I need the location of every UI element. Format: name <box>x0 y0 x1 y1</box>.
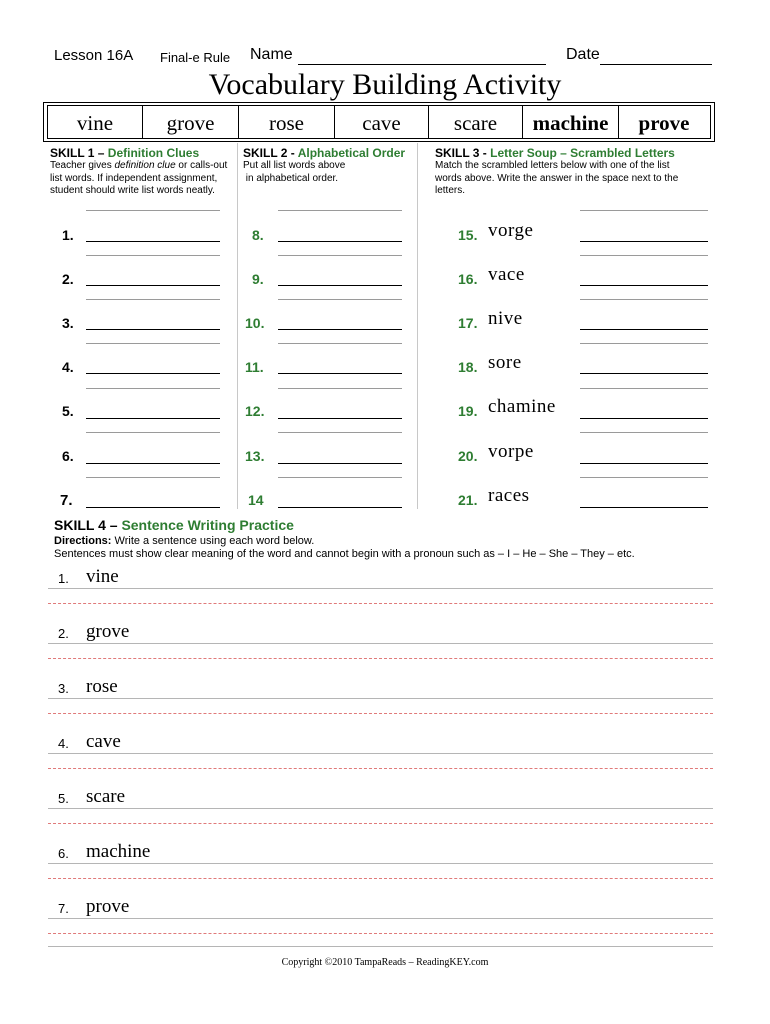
guide-line <box>86 477 220 478</box>
answer-line[interactable] <box>86 418 220 419</box>
item-number: 7. <box>60 492 73 509</box>
guide-line <box>580 255 708 256</box>
item-number: 6. <box>62 448 74 464</box>
sentence-word: rose <box>86 676 118 697</box>
guide-line <box>580 343 708 344</box>
name-field[interactable] <box>298 64 546 65</box>
skill3-desc-line2: words above. Write the answer in the space next to the <box>435 172 679 184</box>
guide-line <box>580 210 708 211</box>
guide-line <box>86 210 220 211</box>
answer-line[interactable] <box>580 285 708 286</box>
writing-midline <box>48 603 713 604</box>
guide-line <box>86 343 220 344</box>
sentence-word: cave <box>86 731 121 752</box>
sentence-number: 7. <box>58 901 69 916</box>
answer-line[interactable] <box>278 241 402 242</box>
word-cave: cave <box>362 110 401 135</box>
directions-text: Write a sentence using each word below. <box>111 535 315 547</box>
answer-line[interactable] <box>86 285 220 286</box>
copyright-footer: Copyright ©2010 TampaReads – ReadingKEY.com <box>281 957 489 968</box>
skill4-prefix: SKILL 4 – <box>54 517 122 533</box>
word-vine: vine <box>76 110 114 135</box>
writing-line[interactable] <box>48 808 713 809</box>
answer-line[interactable] <box>580 329 708 330</box>
item-number: 14 <box>248 492 264 508</box>
writing-midline <box>48 823 713 824</box>
skill3-title: Letter Soup – Scrambled Letters <box>490 146 675 160</box>
skill3-desc-line3: letters. <box>435 185 466 196</box>
skill1-description <box>50 160 227 198</box>
writing-line[interactable] <box>48 698 713 699</box>
sentence-word: machine <box>86 841 151 862</box>
guide-line <box>278 299 402 300</box>
item-number: 2. <box>62 271 74 287</box>
answer-line[interactable] <box>86 463 220 464</box>
sentence-word: prove <box>86 896 130 917</box>
word-scare: scare <box>453 110 498 135</box>
guide-line <box>86 299 220 300</box>
answer-line[interactable] <box>580 241 708 242</box>
item-number: 4. <box>62 359 74 375</box>
answer-line[interactable] <box>278 285 402 286</box>
column-divider <box>417 143 418 509</box>
answer-line[interactable] <box>278 373 402 374</box>
writing-midline <box>48 768 713 769</box>
skill3-prefix: SKILL 3 - <box>435 146 491 160</box>
column-divider <box>237 143 238 509</box>
skill3-heading <box>435 146 675 160</box>
sentence-word: grove <box>86 621 130 642</box>
sentence-number: 4. <box>58 736 69 751</box>
item-number: 8. <box>252 227 264 243</box>
skill1-prefix: SKILL 1 – <box>50 146 108 160</box>
guide-line <box>278 255 402 256</box>
skill1-title: Definition Clues <box>107 146 200 160</box>
scrambled-word: sore <box>488 352 522 373</box>
skill1-desc-line2: list words. If independent assignment, <box>50 172 218 184</box>
answer-line[interactable] <box>580 373 708 374</box>
page-title: Vocabulary Building Activity <box>208 68 562 101</box>
writing-line[interactable] <box>48 918 713 919</box>
item-number: 19. <box>458 403 478 419</box>
item-number: 15. <box>458 227 478 243</box>
skill4-directions <box>54 535 314 547</box>
sentence-number: 3. <box>58 681 69 696</box>
directions-label: Directions: <box>54 535 112 547</box>
item-number: 5. <box>62 403 74 419</box>
answer-line[interactable] <box>278 463 402 464</box>
guide-line <box>278 343 402 344</box>
writing-line[interactable] <box>48 863 713 864</box>
skill1-desc-b: or calls-out <box>175 160 228 171</box>
answer-line[interactable] <box>278 329 402 330</box>
item-number: 11. <box>245 359 264 375</box>
sentence-number: 1. <box>58 571 69 586</box>
guide-line <box>86 432 220 433</box>
writing-line[interactable] <box>48 946 713 947</box>
skill2-desc-line1: Put all list words above <box>243 160 346 171</box>
writing-midline <box>48 878 713 879</box>
skill3-description <box>435 160 678 198</box>
guide-line <box>580 477 708 478</box>
guide-line <box>86 255 220 256</box>
sentence-number: 5. <box>58 791 69 806</box>
sentence-number: 2. <box>58 626 69 641</box>
word-grove: grove <box>166 110 215 135</box>
answer-line[interactable] <box>86 241 220 242</box>
scrambled-word: nive <box>488 308 523 329</box>
writing-line[interactable] <box>48 588 713 589</box>
answer-line[interactable] <box>86 373 220 374</box>
answer-line[interactable] <box>580 463 708 464</box>
date-field[interactable] <box>600 64 712 65</box>
writing-midline <box>48 658 713 659</box>
guide-line <box>278 388 402 389</box>
writing-line[interactable] <box>48 753 713 754</box>
guide-line <box>580 432 708 433</box>
item-number: 18. <box>458 359 478 375</box>
scrambled-word: vorge <box>488 220 534 241</box>
sentence-word: vine <box>86 566 119 587</box>
skill4-rule: Sentences must show clear meaning of the word and cannot begin with a pronoun such as – I – He – She – They – etc. <box>54 548 635 560</box>
skill1-desc-line3: student should write list words neatly. <box>50 185 215 196</box>
item-number: 3. <box>62 315 74 331</box>
sentence-number: 6. <box>58 846 69 861</box>
item-number: 20. <box>458 448 478 464</box>
skill4-title: Sentence Writing Practice <box>121 517 294 533</box>
skill2-description <box>243 160 345 185</box>
item-number: 12. <box>245 403 265 419</box>
guide-line <box>580 299 708 300</box>
date-label: Date <box>566 46 600 63</box>
guide-line <box>278 432 402 433</box>
answer-line[interactable] <box>580 507 708 508</box>
skill1-desc-a: Teacher gives <box>50 160 115 171</box>
guide-line <box>278 210 402 211</box>
answer-line[interactable] <box>278 418 402 419</box>
guide-line <box>278 477 402 478</box>
skill1-desc-em: definition clue <box>114 160 176 171</box>
skill3-desc-line1: Match the scrambled letters below with one of the list <box>435 160 670 171</box>
scrambled-word: vace <box>488 264 525 285</box>
name-label: Name <box>250 46 293 63</box>
answer-line[interactable] <box>86 329 220 330</box>
answer-line[interactable] <box>580 418 708 419</box>
skill2-heading <box>243 146 405 160</box>
skill2-title: Alphabetical Order <box>297 146 406 160</box>
item-number: 17. <box>458 315 478 331</box>
guide-line <box>86 388 220 389</box>
writing-line[interactable] <box>48 643 713 644</box>
skill4-heading <box>54 517 294 533</box>
skill1-heading <box>50 146 199 160</box>
item-number: 10. <box>245 315 265 331</box>
item-number: 1. <box>62 227 74 243</box>
answer-line[interactable] <box>278 507 402 508</box>
skill2-prefix: SKILL 2 - <box>243 146 298 160</box>
scrambled-word: vorpe <box>488 441 534 462</box>
answer-line[interactable] <box>86 507 220 508</box>
rule-label: Final-e Rule <box>160 50 231 65</box>
item-number: 16. <box>458 271 478 287</box>
lesson-label: Lesson 16A <box>54 47 134 64</box>
item-number: 9. <box>252 271 264 287</box>
word-machine: machine <box>532 110 609 135</box>
word-prove: prove <box>638 110 690 135</box>
writing-midline <box>48 713 713 714</box>
scrambled-word: chamine <box>488 396 556 417</box>
item-number: 21. <box>458 492 478 508</box>
writing-midline <box>48 933 713 934</box>
item-number: 13. <box>245 448 265 464</box>
sentence-word: scare <box>86 786 126 807</box>
guide-line <box>580 388 708 389</box>
skill2-desc-line2: in alphabetical order. <box>243 172 339 184</box>
word-rose: rose <box>269 110 304 135</box>
scrambled-word: races <box>488 485 530 506</box>
